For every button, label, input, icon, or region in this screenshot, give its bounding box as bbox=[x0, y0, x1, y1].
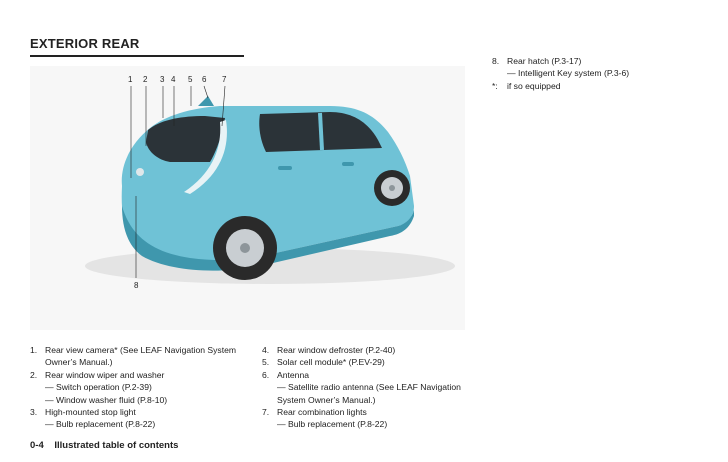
callout-6: 6 bbox=[202, 75, 207, 84]
footnote: *: if so equipped bbox=[492, 80, 561, 91]
antenna bbox=[198, 96, 214, 106]
list-subitem: — Bulb replacement (P.8-22) bbox=[45, 419, 156, 430]
callout-8: 8 bbox=[134, 281, 139, 290]
list-subitem: — Intelligent Key system (P.3-6) bbox=[507, 68, 630, 79]
page-number: 0-4 bbox=[30, 440, 44, 451]
list-subitem: — Window washer fluid (P.8-10) bbox=[45, 394, 168, 405]
list-item: 8. Rear hatch (P.3-17) bbox=[492, 56, 582, 66]
list-subitem: — Switch operation (P.2-39) bbox=[45, 382, 152, 393]
list-item: 6. Antenna bbox=[262, 369, 310, 380]
callout-7: 7 bbox=[222, 75, 227, 84]
page-title: EXTERIOR REAR bbox=[30, 36, 244, 57]
callout-5: 5 bbox=[188, 75, 193, 84]
item-list-left bbox=[30, 344, 255, 431]
list-subitem: System Owner’s Manual.) bbox=[277, 394, 376, 405]
list-item-continuation: Owner’s Manual.) bbox=[45, 357, 113, 368]
callout-2: 2 bbox=[143, 75, 148, 84]
list-item: 1. Rear view camera* (See LEAF Navigation System bbox=[30, 345, 237, 355]
list-subitem: — Satellite radio antenna (See LEAF Navigation bbox=[277, 382, 461, 393]
page-footer bbox=[30, 440, 178, 451]
list-item: 2. Rear window wiper and washer bbox=[30, 369, 165, 380]
list-item: 7. Rear combination lights bbox=[262, 407, 367, 418]
list-subitem: — Bulb replacement (P.8-22) bbox=[277, 419, 388, 430]
car-rear-illustration bbox=[30, 66, 465, 330]
car-illustration-svg bbox=[30, 66, 465, 330]
item-list-right bbox=[492, 55, 712, 92]
rear-emblem bbox=[136, 168, 144, 176]
list-item: 3. High-mounted stop light bbox=[30, 407, 136, 418]
door-handle-front bbox=[342, 162, 354, 166]
callout-4: 4 bbox=[171, 75, 176, 84]
list-item: 5. Solar cell module* (P.EV-29) bbox=[262, 357, 385, 368]
section-name: Illustrated table of contents bbox=[54, 440, 179, 451]
list-item: 4. Rear window defroster (P.2-40) bbox=[262, 345, 396, 355]
callout-1: 1 bbox=[128, 75, 133, 84]
window-pillar bbox=[320, 113, 322, 150]
item-list-middle bbox=[262, 344, 490, 431]
door-handle-rear bbox=[278, 166, 292, 170]
callout-3: 3 bbox=[160, 75, 165, 84]
